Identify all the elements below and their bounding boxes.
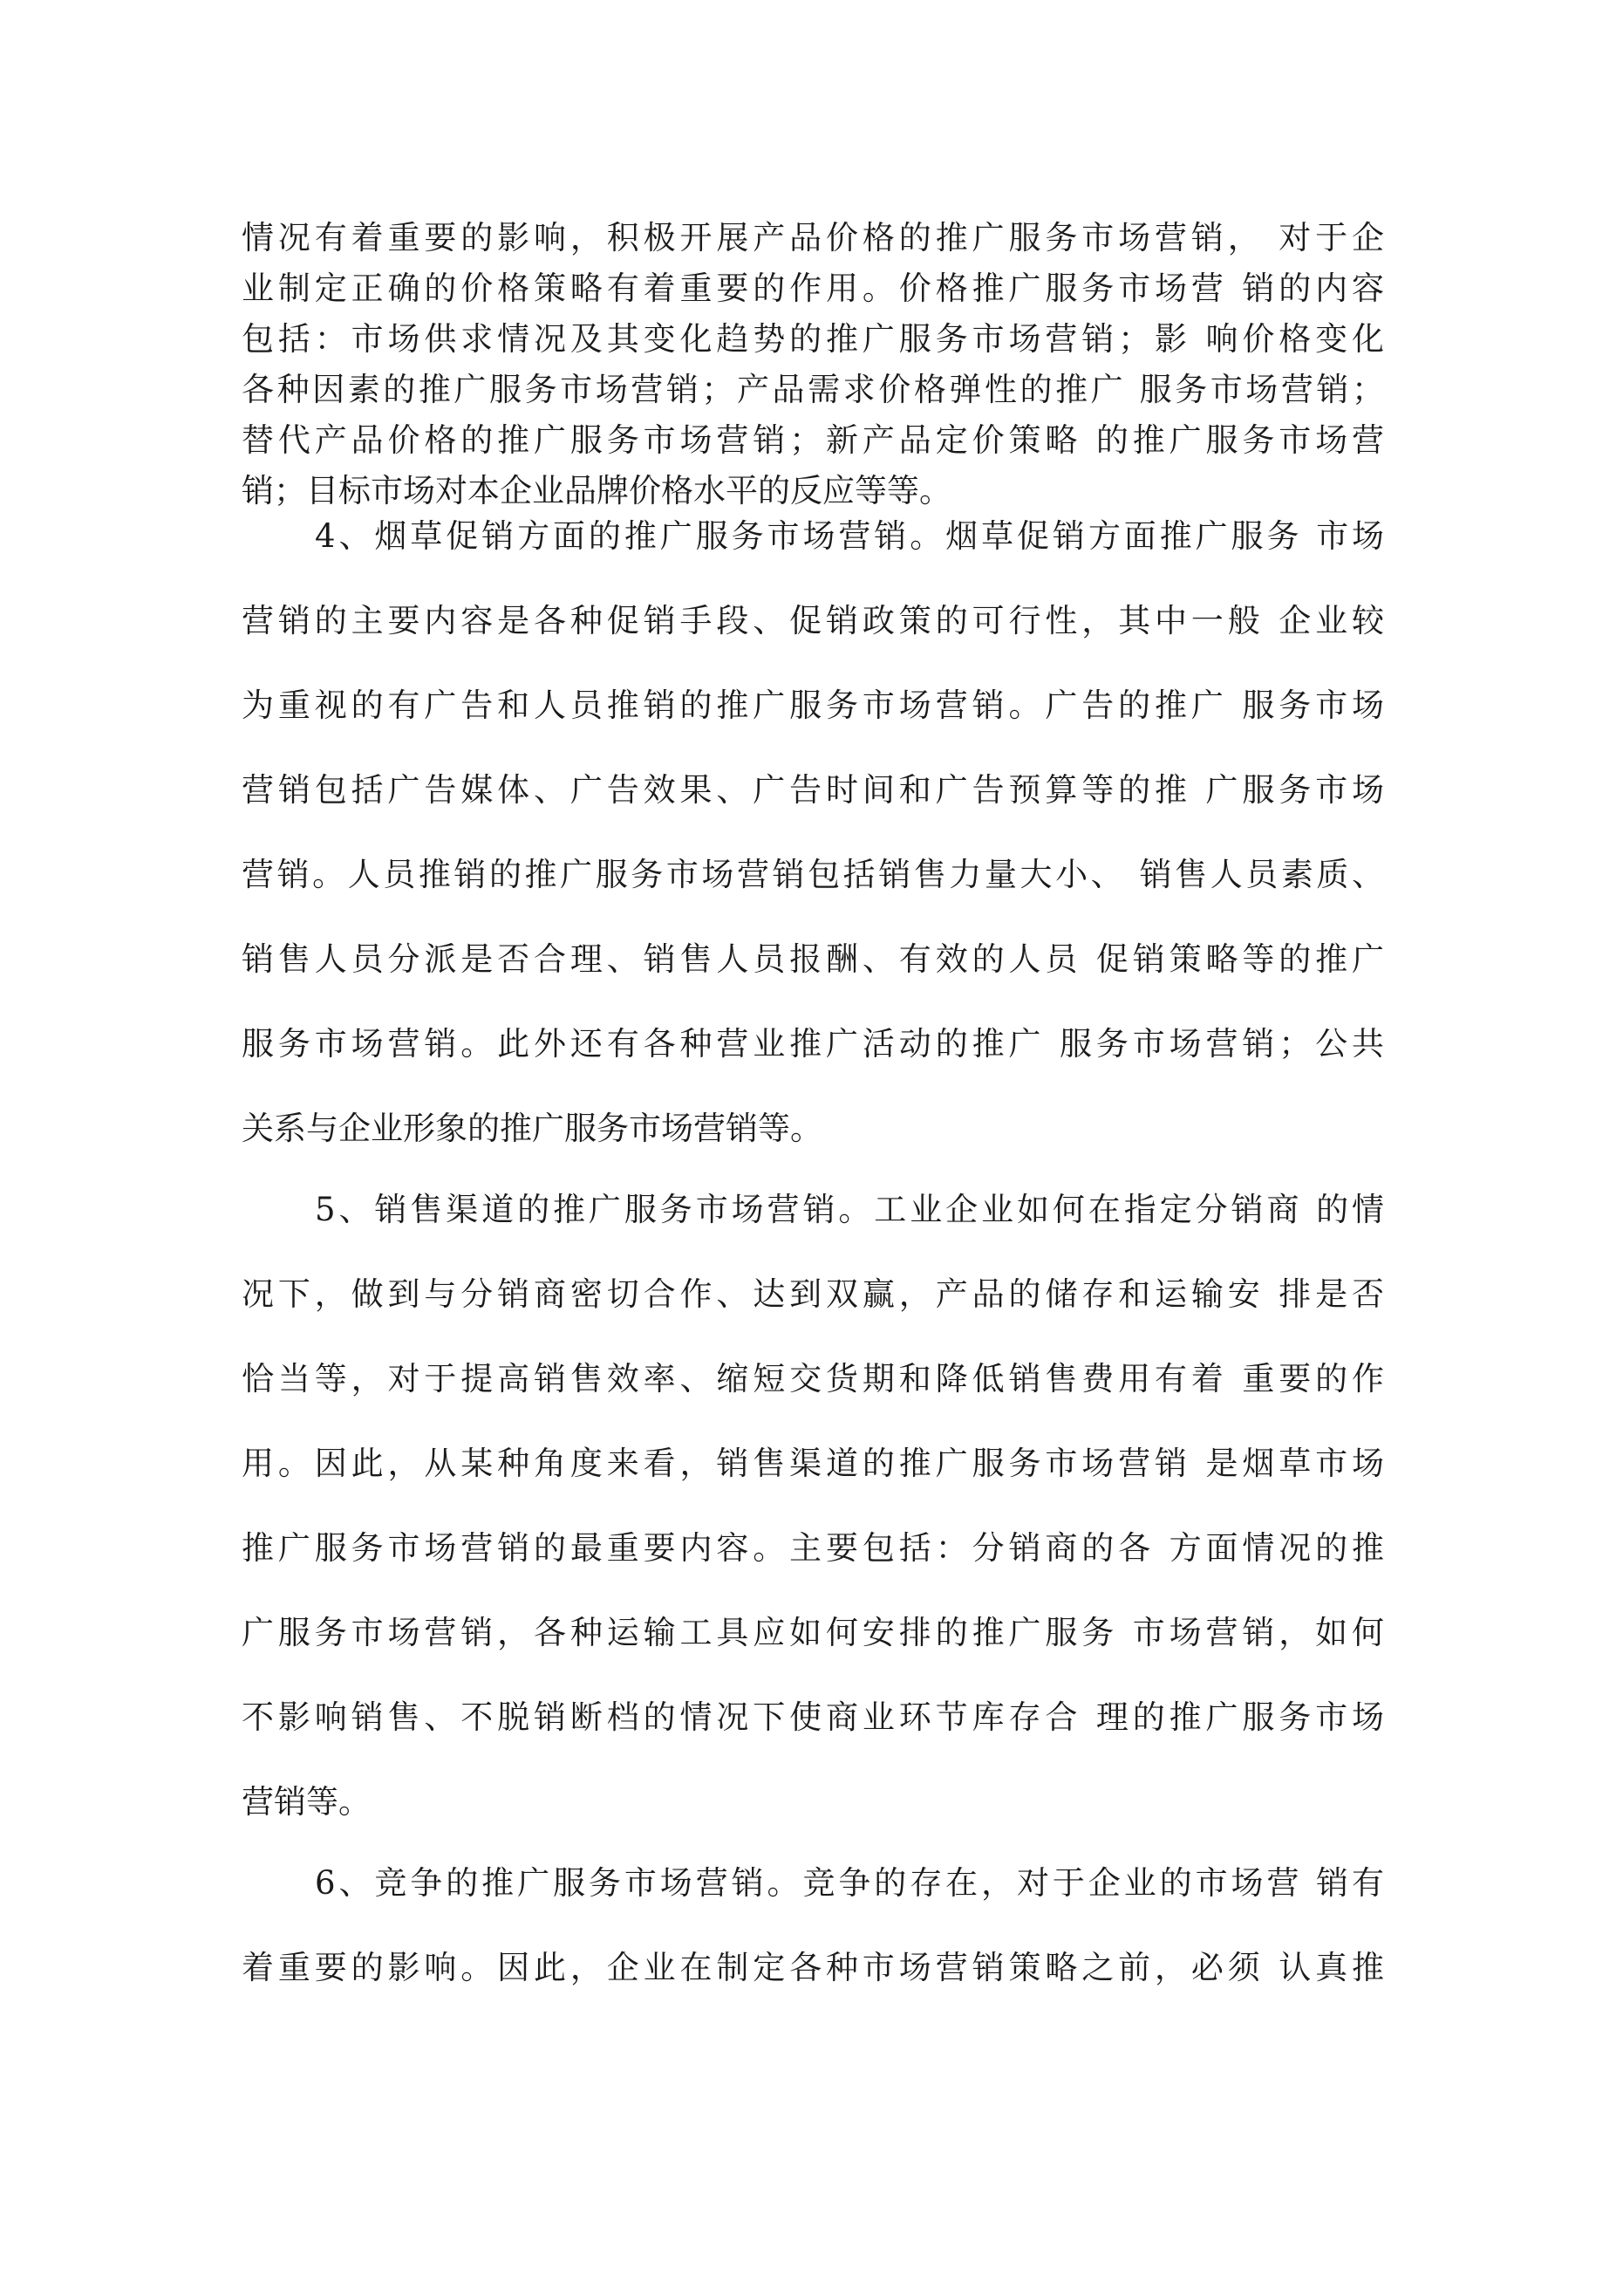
text-line: 用。因此，从某种角度来看，销售渠道的推广服务市场营销 是烟草市场 (242, 1445, 1384, 1482)
text-line: 业制定正确的价格策略有着重要的作用。价格推广服务市场营 销的内容 (242, 270, 1384, 307)
text-line: 情况有着重要的影响，积极开展产品价格的推广服务市场营销， 对于企 (242, 219, 1384, 256)
text-line: 营销的主要内容是各种促销手段、促销政策的可行性，其中一般 企业较 (242, 602, 1384, 639)
text-line: 关系与企业形象的推广服务市场营销等。 (242, 1110, 822, 1147)
text-line: 各种因素的推广服务市场营销；产品需求价格弹性的推广 服务市场营销； (242, 371, 1384, 408)
text-line: 推广服务市场营销的最重要内容。主要包括：分销商的各 方面情况的推 (242, 1529, 1384, 1567)
paragraph-promotion (242, 494, 1384, 1171)
text-line: 替代产品价格的推广服务市场营销；新产品定价策略 的推广服务市场营 (242, 421, 1384, 459)
paragraph-channel (242, 1167, 1384, 1844)
text-line: 服务市场营销。此外还有各种营业推广活动的推广 服务市场营销；公共 (242, 1025, 1384, 1063)
text-line: 销；目标市场对本企业品牌价格水平的反应等等。 (242, 472, 951, 509)
text-line: 况下，做到与分销商密切合作、达到双赢，产品的储存和运输安 排是否 (242, 1275, 1384, 1313)
text-line: 为重视的有广告和人员推销的推广服务市场营销。广告的推广 服务市场 (242, 687, 1384, 724)
text-line: 包括：市场供求情况及其变化趋势的推广服务市场营销；影 响价格变化 (242, 320, 1384, 358)
text-line: 着重要的影响。因此，企业在制定各种市场营销策略之前，必须 认真推 (242, 1949, 1384, 1986)
paragraph-price (242, 213, 1384, 516)
text-line: 不影响销售、不脱销断档的情况下使商业环节库存合 理的推广服务市场 (242, 1698, 1384, 1736)
paragraph-competition (242, 1841, 1384, 2010)
text-line: 营销等。 (242, 1783, 371, 1821)
text-line: 恰当等，对于提高销售效率、缩短交货期和降低销售费用有着 重要的作 (242, 1360, 1384, 1397)
text-line: 广服务市场营销，各种运输工具应如何安排的推广服务 市场营销，如何 (242, 1614, 1384, 1651)
text-line: 6、竞争的推广服务市场营销。竞争的存在，对于企业的市场营 销有 (315, 1864, 1384, 1902)
text-line: 5、销售渠道的推广服务市场营销。工业企业如何在指定分销商 的情 (315, 1191, 1384, 1228)
text-line: 销售人员分派是否合理、销售人员报酬、有效的人员 促销策略等的推广 (242, 940, 1384, 978)
text-line: 4、烟草促销方面的推广服务市场营销。烟草促销方面推广服务 市场 (315, 517, 1384, 555)
text-line: 营销包括广告媒体、广告效果、广告时间和广告预算等的推 广服务市场 (242, 771, 1384, 809)
text-line: 营销。人员推销的推广服务市场营销包括销售力量大小、 销售人员素质、 (242, 856, 1384, 893)
